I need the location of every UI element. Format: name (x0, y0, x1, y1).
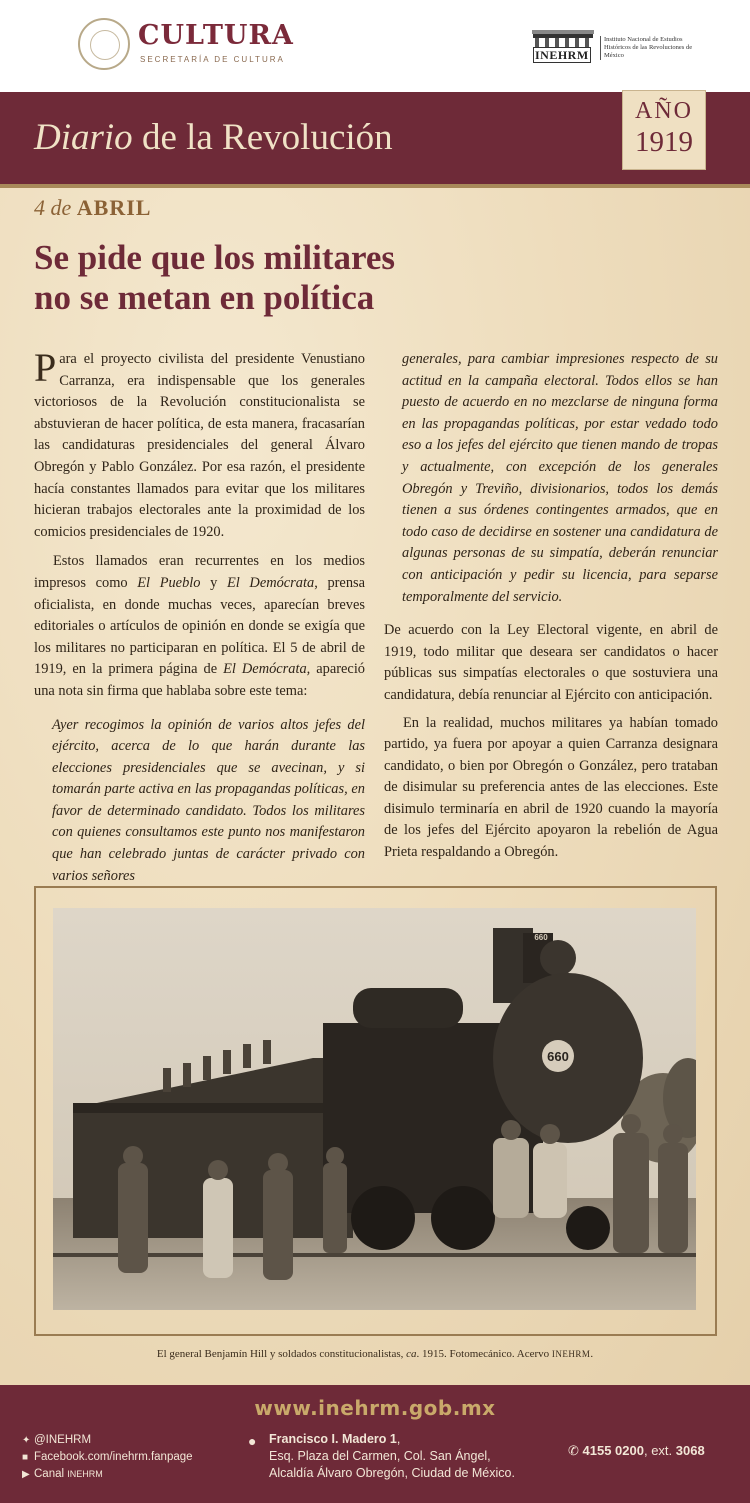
location-pin-icon: ● (248, 1433, 257, 1449)
coat-of-arms-seal-icon (78, 18, 130, 70)
inehrm-logo-text: INEHRM (535, 48, 589, 62)
twitter-link[interactable]: ✦ @INEHRM (22, 1434, 92, 1446)
facebook-icon: ■ (22, 1452, 29, 1463)
address-line-3: Alcaldía Álvaro Obregón, Ciudad de México. (269, 1466, 515, 1480)
locomotive-number-plate: 660 (547, 1049, 569, 1064)
quote-part-1: Ayer recogimos la opinión de varios altos jefes del ejército, acerca de lo que harán durante las elecciones presidenciales que se avecinan, y si tomarán parte activa en las propagandas políticas, en favor de determinado candidato. Todos los militares con quienes consultamos este punto nos manifestaron que han celebrado juntas de carácter privado con varios señores (52, 716, 365, 884)
series-title-italic: Diario (34, 117, 133, 158)
brand-subtitle: SECRETARÍA DE CULTURA (140, 55, 285, 64)
year-label: AÑO (635, 98, 693, 124)
facebook-link[interactable]: ■ Facebook.com/inehrm.fanpage (22, 1451, 193, 1463)
brand-name: CULTURA (138, 20, 294, 51)
twitter-icon: ✦ (22, 1435, 31, 1446)
phone-number[interactable]: ✆ 4155 0200, ext. 3068 (568, 1443, 705, 1458)
series-title (34, 116, 393, 159)
article-headline (34, 238, 504, 318)
address-line-2: Esq. Plaza del Carmen, Col. San Ángel, (269, 1449, 491, 1463)
paragraph-4: En la realidad, muchos militares ya habían tomado partido, ya fuera por apoyar a quien Carranza designara candidato, o bien por Obregón o González, pero trataban de disimular su preferencia antes de las elecciones. Este disimulo terminaría en abril de 1920 cuando la mayoría de los jefes del Ejército apoyaron la rebelión de Agua Prieta respaldando a Obregón. (384, 714, 718, 861)
paragraph-1: Para el proyecto civilista del presidente Venustiano Carranza, era indispensable que los generales victoriosos de la Revolución constitucionalista se abstuvieran de hacer política, de esta manera, fracasarían las candidaturas presidenciales del general Álvaro Obregón y Pablo González. Por esa razón, el presidente hacía constantes llamados para evitar que los militares hicieran trabajos electorales ante la proximidad de los comicios presidenciales de 1920. (34, 345, 365, 540)
article-date (34, 195, 151, 221)
date-month: ABRIL (76, 195, 152, 220)
photo-caption: El general Benjamín Hill y soldados constitucionalistas, ca. 1915. Fotomecánico. Acervo INEHRM. (156, 1348, 594, 1360)
article-column-left (34, 345, 366, 887)
historic-train-photo (53, 908, 696, 1310)
drop-cap: P (34, 345, 57, 390)
date-de: de (45, 195, 77, 220)
paragraph-2: Estos llamados eran recurrentes en los medios impresos como El Pueblo y El Demócrata, prensa oficialista, en donde muchas veces, aparecían breves editoriales o artículos de opinión en donde se exigía que los militares no participaran en política. El 5 de abril de 1919, en la primera página de El Demócrata, apareció una nota sin firma que hablaba sobre este tema: (34, 553, 366, 699)
paragraph-3: De acuerdo con la Ley Electoral vigente, en abril de 1919, todo militar que deseara ser candidatos o hacer públicas sus simpatías electorales o que sostuviera una candidatura, debía renunciar al Ejército con anticipación. (384, 622, 718, 703)
phone-icon: ✆ (568, 1443, 583, 1458)
address: ● Francisco I. Madero 1, Esq. Plaza del Carmen, Col. San Ángel, Alcaldía Álvaro Obregón, Ciudad de México. (248, 1432, 515, 1480)
website-link[interactable]: www.inehrm.gob.mx (254, 1396, 496, 1420)
youtube-icon: ▶ (22, 1469, 30, 1480)
youtube-link[interactable]: ▶ Canal INEHRM (22, 1468, 103, 1480)
address-street: Francisco I. Madero 1 (269, 1432, 397, 1446)
series-title-rest: de la Revolución (132, 117, 393, 158)
headline-line-1: Se pide que los militares (34, 238, 396, 277)
article-column-right (384, 349, 718, 864)
quote-part-2: generales, para cambiar impresiones respecto de su actitud en la campaña electoral. Todos ellos se han puesto de acuerdo en no mezclarse de ninguna forma en las propagandas políticas, por estar vedado todo eso a los jefes del ejército que tienen mando de tropas y actualmente, con excepción de los generales Obregón y Treviño, divisionarios, todos los demás tienen a sus órdenes contingentes armados, que en todo caso de decidirse en sostener una candidatura de algunas personas de su simpatía, deberán renunciar con anticipación y pedir su licencia, para separse temporalmente del servicio. (402, 351, 718, 605)
inehrm-description: Instituto Nacional de Estudios Históricos de las Revoluciones de México (600, 36, 704, 60)
date-day: 4 (34, 195, 45, 220)
headline-line-2: no se metan en política (34, 278, 375, 317)
year-value: 1919 (635, 126, 693, 158)
year-badge (622, 90, 706, 170)
headlamp-number: 660 (534, 933, 548, 942)
